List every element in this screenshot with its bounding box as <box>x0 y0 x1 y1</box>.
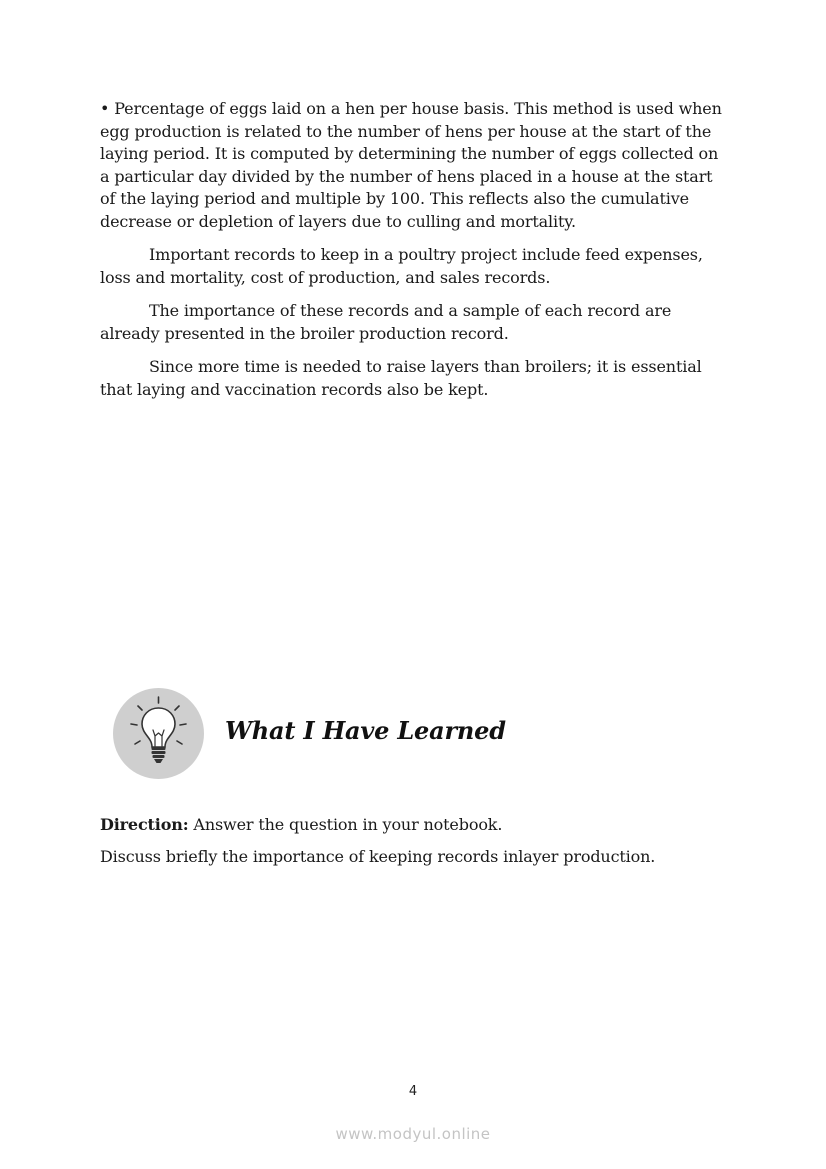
question-text: Discuss briefly the importance of keeping records inlayer production. <box>100 847 656 866</box>
body-text <box>100 98 728 412</box>
paragraph-laying-vaccination: Since more time is needed to raise layers than broilers; it is essential that laying and vaccination records also be kept. <box>100 357 702 399</box>
direction-text: Answer the question in your notebook. <box>188 815 503 834</box>
section-heading: What I Have Learned <box>225 716 506 745</box>
paragraph-important-records: Important records to keep in a poultry project include feed expenses, loss and mortality, cost of production, and sales records. <box>100 245 703 287</box>
direction-label: Direction: <box>100 815 189 834</box>
direction-line <box>100 814 502 836</box>
paragraph-hen-house-basis: • Percentage of eggs laid on a hen per house basis. This method is used when egg production is related to the number of hens per house at the start of the laying period. It is computed by determining the number of eggs collected on a particular day divided by the number of hens placed in a house at the start of the laying period and multiple by 100. This reflects also the cumulative decrease or depletion of layers due to culling and mortality. <box>100 99 722 231</box>
lightbulb-icon <box>113 688 204 779</box>
watermark: www.modyul.online <box>335 1125 491 1143</box>
page-number: 4 <box>408 1084 418 1099</box>
paragraph-broiler-records: The importance of these records and a sample of each record are already presented in the broiler production record. <box>100 301 672 343</box>
